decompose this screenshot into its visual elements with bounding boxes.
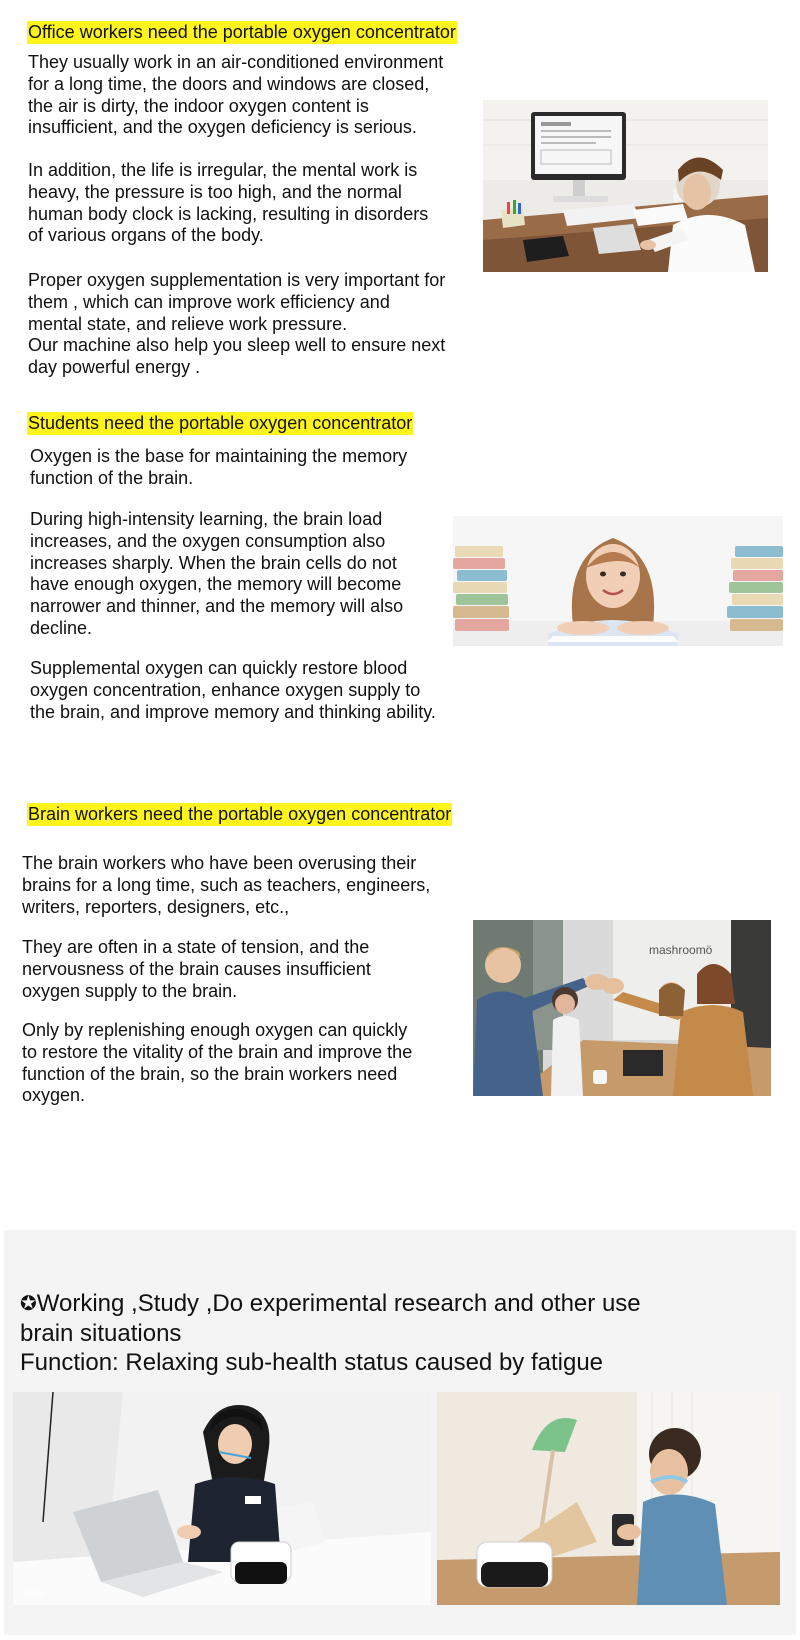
brain-paragraph-2 [22,937,371,1002]
boy-using-oxygen-tablet-photo [437,1392,780,1605]
wall-sign: mashroomö [649,943,713,957]
section-students [27,412,413,435]
section-brain-workers [27,803,452,826]
text-line: insufficient, and the oxygen deficiency is serious. [28,117,417,138]
text-line: oxygen concentration, enhance oxygen supply to [30,679,421,700]
band-line-1 [20,1289,641,1319]
text-line: increases, and the oxygen consumption also [30,530,386,551]
section-office [27,21,457,44]
text-line: They usually work in an air-conditioned environment [28,52,444,72]
section-heading-brain-workers: Brain workers need the portable oxygen concentrator [28,804,452,824]
text-line: day powerful energy . [28,357,201,378]
text-line: function of the brain. [30,467,194,488]
star-icon: ✪ [20,1293,37,1315]
text-line: Oxygen is the base for maintaining the memory [30,446,408,466]
text-line: have enough oxygen, the memory will become [30,574,402,595]
text-line: to restore the vitality of the brain and improve the [22,1041,413,1062]
text-line: brains for a long time, such as teachers, engineers, [22,874,431,895]
text-line: the brain, and improve memory and thinking ability. [30,701,436,722]
girl-using-oxygen-laptop-photo [13,1392,431,1605]
text-line: heavy, the pressure is too high, and the normal [28,181,402,202]
text-line: for a long time, the doors and windows are closed, [28,73,430,94]
text-line: them , which can improve work efficiency and [28,291,390,312]
students-paragraph-3 [30,658,436,723]
text-line: the air is dirty, the indoor oxygen content is [28,95,369,116]
text-line: They are often in a state of tension, and the [22,937,370,957]
office-paragraph-1 [28,52,443,139]
text-line: During high-intensity learning, the brain load [30,509,383,529]
text-line: oxygen. [22,1085,86,1106]
brain-paragraph-1 [22,853,430,918]
text-line: Our machine also help you sleep well to ensure next [28,335,446,356]
students-paragraph-1 [30,446,407,490]
text-line: In addition, the life is irregular, the mental work is [28,160,418,180]
text-line: function of the brain, so the brain workers need [22,1063,398,1084]
photo-watermark: Meitu [21,1588,45,1599]
office-worker-photo [483,100,768,272]
office-team-high-five-photo [473,920,771,1096]
section-heading-students: Students need the portable oxygen concentrator [28,413,413,433]
text-line: The brain workers who have been overusing their [22,853,417,873]
brain-paragraph-3 [22,1020,412,1107]
text-line: human body clock is lacking, resulting in disorders [28,203,429,224]
text-line: oxygen supply to the brain. [22,980,238,1001]
students-paragraph-2 [30,509,403,640]
bottom-band-text [20,1289,641,1377]
text-line: Proper oxygen supplementation is very important for [28,270,446,290]
section-heading-office: Office workers need the portable oxygen concentrator [28,22,456,42]
text-line: Supplemental oxygen can quickly restore blood [30,658,408,678]
band-line-3: Function: Relaxing sub-health status caused by fatigue [20,1349,604,1376]
band-line-2: brain situations [20,1320,182,1347]
student-girl-photo [453,516,783,646]
band-line-1-text: Working ,Study ,Do experimental research and other use [36,1290,641,1317]
text-line: Only by replenishing enough oxygen can quickly [22,1020,408,1040]
text-line: decline. [30,617,93,638]
text-line: narrower and thinner, and the memory will also [30,596,404,617]
text-line: writers, reporters, designers, etc., [22,896,290,917]
office-paragraph-3 [28,270,445,379]
text-line: nervousness of the brain causes insufficient [22,958,371,979]
office-paragraph-2 [28,160,428,247]
text-line: mental state, and relieve work pressure. [28,313,348,334]
text-line: of various organs of the body. [28,225,264,246]
text-line: increases sharply. When the brain cells do not [30,552,397,573]
